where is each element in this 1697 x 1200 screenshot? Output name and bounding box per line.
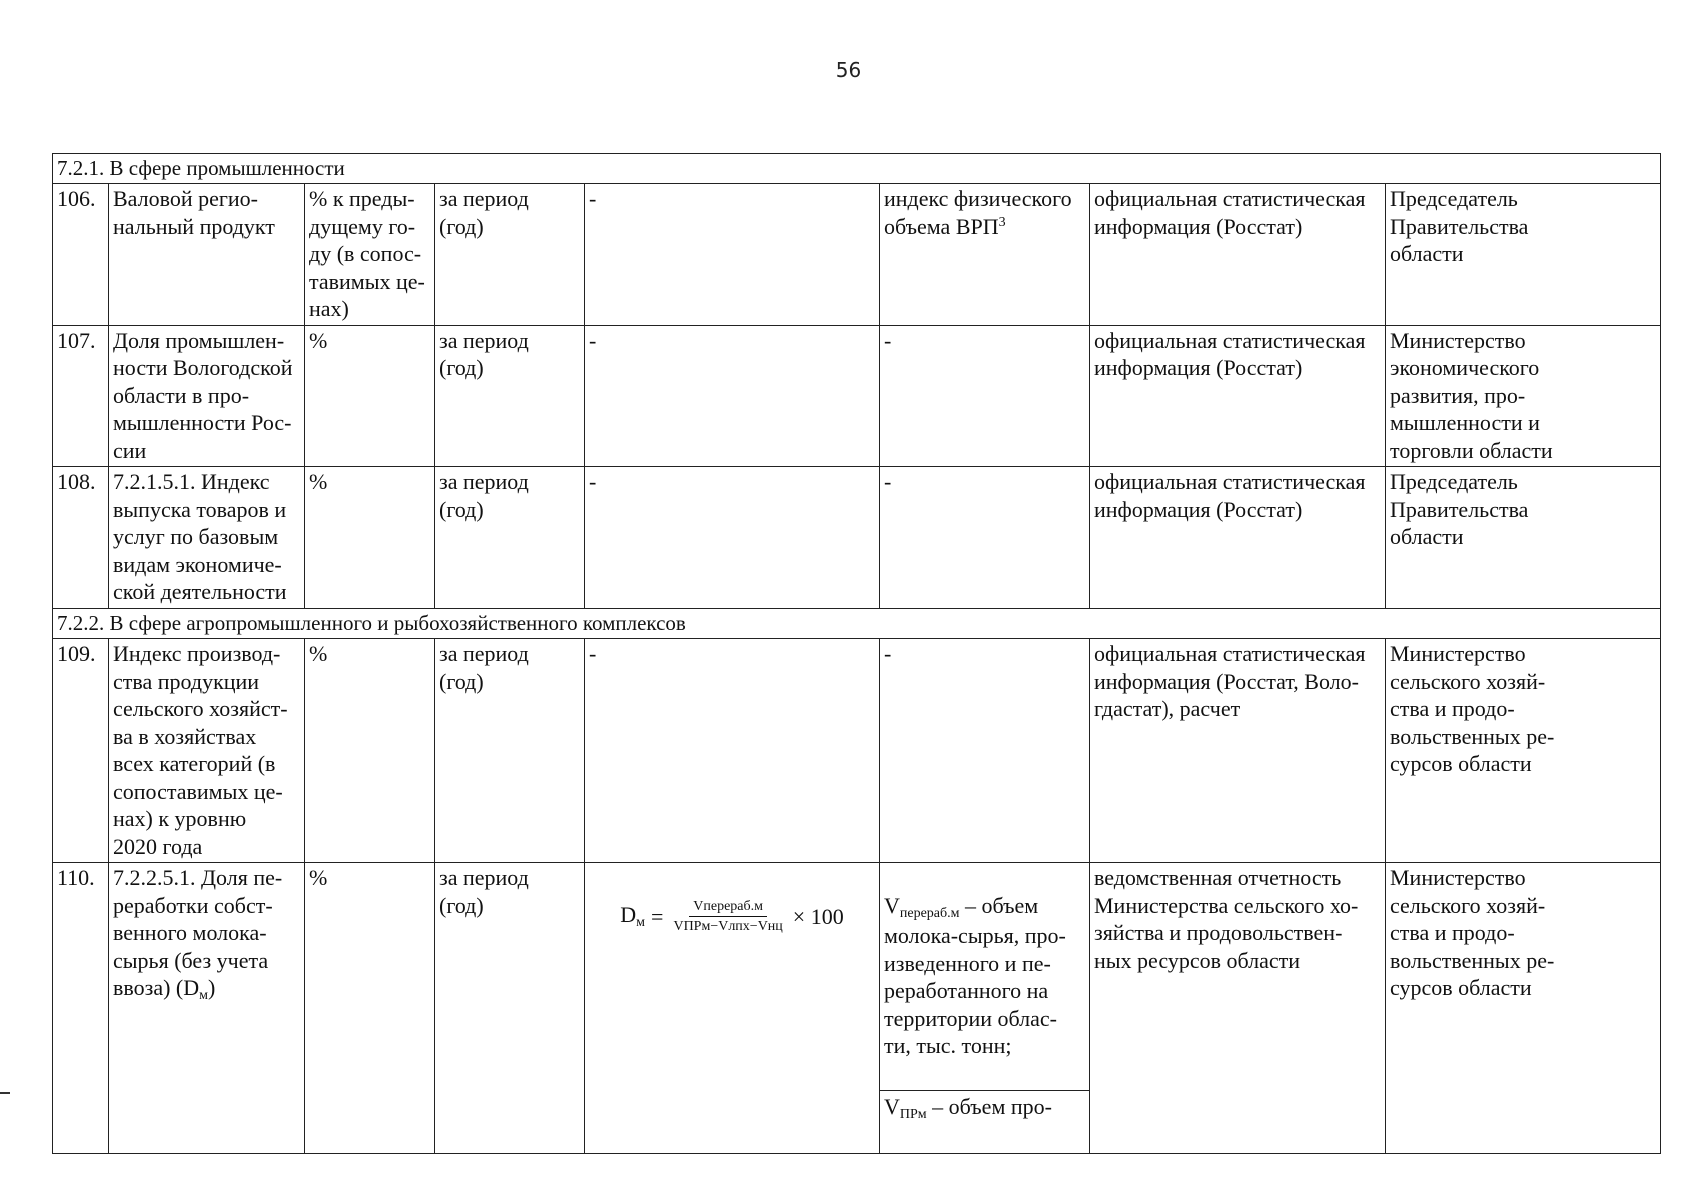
data-source: официальная статистическая информация (Росстат) xyxy=(1090,325,1386,467)
indicator-name: 7.2.1.5.1. Индекс выпуска товаров и услуг по базовым видам экономиче- ской деятельности xyxy=(109,467,305,609)
footnote-mark: 3 xyxy=(998,214,1006,230)
table-row xyxy=(53,863,1661,1154)
period: за период (год) xyxy=(435,325,585,467)
section-title: 7.2.2. В сфере агропромышленного и рыбохозяйственного комплексов xyxy=(53,608,1661,638)
page-number: 56 xyxy=(835,58,862,82)
unit: % xyxy=(305,467,435,609)
table-row xyxy=(53,184,1661,326)
variables: - xyxy=(880,325,1090,467)
data-source: официальная статистическая информация (Росстат) xyxy=(1090,467,1386,609)
variable-subscript: ПРм xyxy=(899,1107,927,1122)
data-source: официальная статистическая информация (Росстат) xyxy=(1090,184,1386,326)
variables: - xyxy=(880,639,1090,863)
indicator-table-sheet xyxy=(52,153,1660,1154)
unit: % xyxy=(305,325,435,467)
responsible: Председатель Правительства области xyxy=(1386,184,1661,326)
responsible: Председатель Правительства области xyxy=(1386,467,1661,609)
formula: - xyxy=(585,184,880,326)
formula-expression xyxy=(589,898,875,936)
unit: % к преды- дущему го- ду (в сопос- тавимых це- нах) xyxy=(305,184,435,326)
formula-numerator: Vперераб.м xyxy=(689,898,767,918)
formula-fraction xyxy=(669,898,786,936)
formula-equals: = xyxy=(651,903,664,929)
section-row-agro xyxy=(53,608,1661,638)
table-row xyxy=(53,467,1661,609)
responsible: Министерство экономического развития, про- мышленности и торговли области xyxy=(1386,325,1661,467)
responsible: Министерство сельского хозяй- ства и продо- вольственных ре- сурсов области xyxy=(1386,639,1661,863)
indicator-name-subscript: м xyxy=(199,988,208,1003)
table-row xyxy=(53,325,1661,467)
formula: - xyxy=(585,325,880,467)
formula-multiplier: × 100 xyxy=(792,903,844,929)
period: за период (год) xyxy=(435,863,585,1154)
formula-lhs-subscript: м xyxy=(636,915,646,931)
table-row xyxy=(53,639,1661,863)
variable-description: – объем молока-сырья, про- изведенного и пе- реработанного на территории облас- ти, тыс. тонн; xyxy=(884,892,1066,1058)
variables: - xyxy=(880,467,1090,609)
indicator-name: Доля промышлен- ности Вологодской области в про- мышленности Рос- сии xyxy=(109,325,305,467)
row-number: 106. xyxy=(53,184,109,326)
variables xyxy=(880,184,1090,326)
variable-subscript: перераб.м xyxy=(899,905,960,921)
indicator-name xyxy=(109,863,305,1154)
period: за период (год) xyxy=(435,184,585,326)
variables xyxy=(880,863,1090,1154)
row-number: 107. xyxy=(53,325,109,467)
indicator-name: Индекс производ- ства продукции сельского хозяйст- ва в хозяйствах всех категорий (в сопоставимых це- нах) к уровню 2020 года xyxy=(109,639,305,863)
section-title: 7.2.1. В сфере промышленности xyxy=(53,154,1661,184)
unit: % xyxy=(305,639,435,863)
row-number: 109. xyxy=(53,639,109,863)
period: за период (год) xyxy=(435,639,585,863)
formula-lhs: $D_м$ xyxy=(620,902,646,931)
formula: - xyxy=(585,467,880,609)
period: за период (год) xyxy=(435,467,585,609)
variable-definition: $V_{ПРм}$ – объем про- xyxy=(880,1090,1089,1124)
unit: % xyxy=(305,863,435,1154)
formula-denominator: VПРм−Vлпх−Vнц xyxy=(673,919,783,934)
section-row-industry xyxy=(53,154,1661,184)
responsible: Министерство сельского хозяй- ства и продо- вольственных ре- сурсов области xyxy=(1386,863,1661,1154)
variable-definition: $V_{перераб.м}$ – объем молока-сырья, про- изведенного и пе- реработанного на территории облас- ти, тыс. тонн; xyxy=(884,892,1066,1058)
formula: - xyxy=(585,639,880,863)
variables-text: индекс физического объема ВРП xyxy=(884,186,1072,239)
row-number: 110. xyxy=(53,863,109,1154)
indicator-name-text: 7.2.2.5.1. Доля пе- реработки собст- венного молока- сырья (без учета ввоза) (D xyxy=(113,865,283,1000)
formula xyxy=(585,863,880,1154)
margin-mark xyxy=(0,1092,10,1094)
variable-description: – объем про- xyxy=(926,1094,1052,1119)
indicators-table xyxy=(52,153,1661,1154)
indicator-name: Валовой регио- нальный продукт xyxy=(109,184,305,326)
indicator-name-end: ) xyxy=(207,975,216,1000)
data-source: ведомственная отчетность Министерства сельского хо- зяйства и продовольствен- ных ресурсов области xyxy=(1090,863,1386,1154)
data-source: официальная статистическая информация (Росстат, Воло- гдастат), расчет xyxy=(1090,639,1386,863)
row-number: 108. xyxy=(53,467,109,609)
